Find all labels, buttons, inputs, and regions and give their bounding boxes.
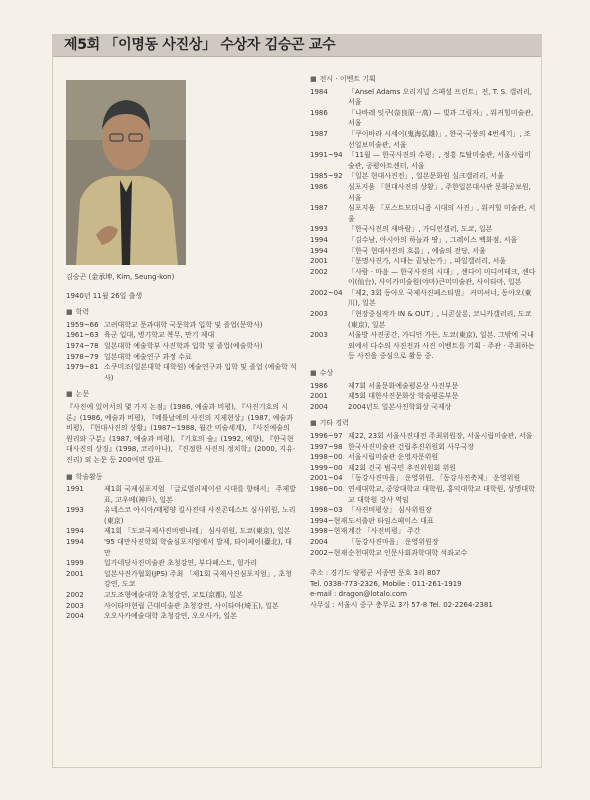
exhibitions-entry bbox=[310, 256, 536, 267]
academic-entry bbox=[66, 611, 298, 622]
academic-entry-text: 오오사카예술대학 초청강연, 오오사카, 일본 bbox=[104, 612, 237, 621]
birth-date: 1940년 11월 26일 출생 bbox=[66, 291, 143, 300]
other-entry-year: 1999~00 bbox=[310, 463, 343, 472]
academic-entry-year: 2002 bbox=[66, 591, 84, 600]
academic-entry-text: 제1회 국제심포지엄 「글로벌리제이션 시대를 향해서」 주제발표, 고우베(神戶), 일본 bbox=[104, 485, 296, 504]
contact-address: 주소 : 경기도 양평군 서종면 문호 3리 807 bbox=[310, 569, 441, 578]
other-entry-year: 1998~00 bbox=[310, 453, 343, 462]
contact-tel: Tel. 0338-773-2326, Mobile : 011-261-1919 bbox=[310, 579, 462, 588]
other-entry-year: 1998~03 bbox=[310, 506, 343, 515]
bullet-icon: ■ bbox=[66, 472, 73, 481]
education-entry-text: 소쿠미조(일본대학 대학원) 예술연구과 입학 및 졸업 (예술학 석사) bbox=[104, 363, 297, 382]
exhibitions-entry bbox=[310, 203, 536, 224]
exhibitions-entry-text: 「11월 — 한국사진의 수평」, 정흥 토탈미술관, 서울시립미술관, 공평아트센터, 서울 bbox=[348, 151, 531, 170]
education-list bbox=[66, 320, 298, 384]
education-entry-text: 육군 입대, 병기학교 복무, 만기 제대 bbox=[104, 331, 215, 340]
other-heading: 기타 경력 bbox=[319, 419, 349, 428]
other-entry-text: 제22, 23회 서울사진대전 주최위원장, 서울시립미술관, 서울 bbox=[348, 432, 533, 440]
exhibitions-entry-year: 1986 bbox=[310, 108, 328, 117]
other-entry bbox=[310, 473, 536, 484]
exhibitions-entry-text: 「Ansel Adams 오리지널 스페셜 프린트」전, T. S. 갤러리, 서울 bbox=[348, 87, 533, 107]
other-entry-text: 「동강사진마을」 운영위원장 bbox=[348, 537, 439, 546]
education-entry bbox=[66, 341, 298, 352]
education-section bbox=[66, 307, 298, 383]
academic-entry bbox=[66, 505, 298, 526]
awards-entry-year: 1986 bbox=[310, 381, 328, 390]
contact-block bbox=[310, 568, 536, 610]
academic-entry bbox=[66, 601, 298, 612]
academic-entry bbox=[66, 558, 298, 569]
other-entry bbox=[310, 548, 536, 559]
academic-section bbox=[66, 472, 298, 622]
exhibitions-entry bbox=[310, 150, 536, 171]
academic-list bbox=[66, 484, 298, 622]
education-entry-text: 일본대학 예술연구 과정 수료 bbox=[104, 352, 192, 361]
awards-section bbox=[310, 368, 536, 412]
education-entry-year: 1961~63 bbox=[66, 331, 99, 340]
education-entry bbox=[66, 352, 298, 363]
other-entry-year: 1997~98 bbox=[310, 442, 343, 451]
other-entry-text: 「사진비평상」 심사위원장 bbox=[348, 506, 432, 515]
other-entry-year: 2004 bbox=[310, 537, 328, 546]
awards-list bbox=[310, 381, 536, 413]
bullet-icon: ■ bbox=[66, 390, 73, 399]
awards-entry-year: 2004 bbox=[310, 402, 328, 411]
other-entry bbox=[310, 463, 536, 474]
left-column bbox=[66, 272, 298, 622]
exhibitions-entry-year: 1994 bbox=[310, 235, 328, 244]
contact-office: 사무실 : 서울시 중구 충무로 3가 57-8 Tel. 02-2264-2381 bbox=[310, 600, 493, 609]
exhibitions-entry-year: 1987 bbox=[310, 129, 328, 138]
exhibitions-entry-year: 1991~94 bbox=[310, 151, 343, 160]
exhibitions-entry bbox=[310, 182, 536, 203]
awards-entry-text: 제5회 대한사진문화상 학술평론부문 bbox=[348, 392, 459, 401]
other-entry bbox=[310, 537, 536, 548]
other-entry-text: 연세대학교, 중앙대학교 대학원, 홍익대학교 대학원, 상명대학교 대학원 강사 역임 bbox=[348, 484, 535, 504]
page-title: 제5회 「이명동 사진상」 수상자 김승곤 교수 bbox=[64, 37, 336, 53]
academic-entry-text: 제1회 「도쿄국제사진비엔나레」 심사위원, 도쿄(東京), 일본 bbox=[104, 527, 291, 536]
exhibitions-entry-text: 「쿠이바라 시세이(鬼海弘雄)」, 한국·국풍의 4번세기」, 조선일보미술관, 서울 bbox=[348, 129, 531, 149]
education-entry-year: 1978~79 bbox=[66, 352, 99, 361]
title-bar bbox=[52, 34, 542, 57]
awards-entry bbox=[310, 391, 536, 402]
exhibitions-entry-year: 1993 bbox=[310, 225, 328, 234]
education-entry-text: 일본대학 예술학부 사진학과 입학 및 졸업(예술학사) bbox=[104, 341, 263, 350]
exhibitions-entry bbox=[310, 87, 536, 108]
academic-entry bbox=[66, 484, 298, 505]
exhibitions-entry-text: 「나바레 잇쿠(奈良原一高) — 빛과 그림자」, 워커힐미술관, 서울 bbox=[348, 108, 534, 128]
other-entry-year: 1986~00 bbox=[310, 484, 343, 493]
exhibitions-entry-year: 1984 bbox=[310, 87, 328, 96]
academic-entry bbox=[66, 526, 298, 537]
exhibitions-entry bbox=[310, 171, 536, 182]
exhibitions-section bbox=[310, 74, 536, 362]
academic-entry-year: 1994 bbox=[66, 527, 84, 536]
exhibitions-entry bbox=[310, 224, 536, 235]
awards-entry-text: 2004년도 일본사진학회상 국제상 bbox=[348, 402, 452, 411]
exhibitions-entry bbox=[310, 129, 536, 150]
academic-entry bbox=[66, 569, 298, 590]
awards-entry bbox=[310, 402, 536, 413]
awards-heading: 수상 bbox=[319, 369, 334, 378]
academic-entry-year: 1999 bbox=[66, 559, 84, 568]
exhibitions-entry-year: 1985~92 bbox=[310, 172, 343, 181]
bullet-icon: ■ bbox=[310, 419, 317, 428]
awards-entry bbox=[310, 381, 536, 392]
education-entry-year: 1974~78 bbox=[66, 341, 99, 350]
exhibitions-heading: 전시 · 이벤트 기획 bbox=[319, 75, 376, 83]
exhibitions-list bbox=[310, 87, 536, 362]
academic-heading: 학술활동 bbox=[75, 472, 103, 481]
other-entry-text: 제2회 건국 범국민 추진위원회 위원 bbox=[348, 463, 457, 472]
exhibitions-entry-year: 1994 bbox=[310, 246, 328, 255]
exhibitions-entry-text: 서울방 사진공간, 가디언 가든, 도쿄(東京), 일본. 그밖에 국내외에서 다수의 사진전과 사진 이벤트를 기획 · 주관 · 주최하는 등 사진을 중심으로 활동 중. bbox=[348, 331, 535, 361]
other-entry bbox=[310, 452, 536, 463]
academic-entry-text: 사이타마현립 근대미술관 초청강연, 사이타마(埼玉), 일본 bbox=[104, 601, 279, 610]
other-entry bbox=[310, 442, 536, 453]
other-entry-year: 2002~현재 bbox=[310, 548, 348, 557]
exhibitions-entry-text: 「한국사진의 새바람」, 가디언갤러, 도쿄, 일본 bbox=[348, 225, 493, 234]
exhibitions-entry bbox=[310, 288, 536, 309]
exhibitions-entry-text: 「한국 현대사진의 흐름」, 예술의 전당, 서울 bbox=[348, 246, 486, 255]
exhibitions-entry-year: 2001 bbox=[310, 257, 328, 266]
exhibitions-entry-year: 1986 bbox=[310, 182, 328, 191]
academic-entry-text: 일가네당사진미술관 초청강연, 부다페스트, 헝가리 bbox=[104, 559, 258, 568]
exhibitions-entry-text: 「김수남, 아시아의 하늘과 땅」, 그레이스 백화점, 서울 bbox=[348, 235, 518, 244]
other-entry-year: 1994~현재 bbox=[310, 516, 348, 525]
academic-entry-year: 1994 bbox=[66, 538, 84, 547]
exhibitions-entry-year: 2003 bbox=[310, 310, 328, 319]
other-list bbox=[310, 431, 536, 558]
awards-entry-text: 제7회 서울문화예술평론상 사진부문 bbox=[348, 381, 459, 390]
academic-entry-year: 1993 bbox=[66, 506, 84, 515]
academic-entry-text: 고도조형예술대학 초청강연, 교토(京都), 일본 bbox=[104, 591, 243, 600]
exhibitions-entry-text: 「문명사진가, 시대는 끝났는가」, 파일갤러리, 서울 bbox=[348, 257, 507, 266]
exhibitions-entry-text: 「일본 현대사진전」, 일본문화원 실크갤러리, 서울 bbox=[348, 172, 504, 181]
academic-entry-text: '95 대만사진학회 학술심포지엄에서 발제, 타이페이(臺北), 대만 bbox=[104, 538, 292, 557]
other-entry-text: 한국사진미술관 건립추진위원회 사무국장 bbox=[348, 442, 475, 451]
education-entry-text: 고려대학교 문과대학 국문학과 입학 및 졸업(문학사) bbox=[104, 320, 263, 329]
exhibitions-entry-text: 「현장중심작가 IN & OUT」, 니콘살롱, 코니카갤러리, 도쿄(東京), 일본 bbox=[348, 310, 532, 329]
exhibitions-entry-year: 2003 bbox=[310, 331, 328, 340]
exhibitions-entry bbox=[310, 108, 536, 129]
other-entry-text: 계간 「사진비평」 주간 bbox=[348, 527, 421, 536]
exhibitions-entry bbox=[310, 235, 536, 246]
other-entry bbox=[310, 526, 536, 537]
education-entry-year: 1959~66 bbox=[66, 320, 99, 329]
exhibitions-entry-year: 2002~04 bbox=[310, 288, 343, 297]
other-entry bbox=[310, 484, 536, 505]
exhibitions-entry-text: 심포지움 「현대사진의 상황」, 주한일본대사관 문화공보원, 서울 bbox=[348, 182, 531, 202]
academic-entry-year: 2004 bbox=[66, 612, 84, 621]
academic-entry bbox=[66, 537, 298, 558]
education-entry bbox=[66, 320, 298, 331]
exhibitions-entry-text: 심포지움 「포스트모더니즘 시대의 사진」, 워커힐 미술관, 서울 bbox=[348, 204, 536, 223]
exhibitions-entry-year: 2002 bbox=[310, 267, 328, 276]
exhibitions-entry bbox=[310, 267, 536, 288]
papers-text: 『사진에 있어서의 몇 가지 논점』(1986, 예술과 비평), 『사진기호의 시론』(1986, 예술과 비평), 『메틀날에의 사진의 지제현상』(1987, 예술과 비평), 『현대사진의 상황』(1987~1988, 월간 미술세계), 『사진예술의 원리와 구분』(1987, 예술과 비평), 『기호의 숲』(1992, 예향), 『한국현대사진의 상징』(1998, 코리아나), 『진정한 사진의 정치학』(2000, 지유·진리) 외 논문 등 200여편 발표. bbox=[66, 402, 296, 464]
other-entry-year: 2001~04 bbox=[310, 474, 343, 483]
exhibitions-entry bbox=[310, 309, 536, 330]
exhibitions-entry bbox=[310, 246, 536, 257]
person-name: 김승곤 (金承坤, Kim, Seung-kon) bbox=[66, 273, 175, 281]
academic-entry-text: 일본사진가협회(JPS) 주최 「제1회 국제사진심포지엄」, 초청강연, 도쿄 bbox=[104, 569, 292, 589]
exhibitions-entry-text: 「사람 · 마음 — 한국사진의 시대」, 센다이 미디어테크, 센다이(仙台), 사이카미술원(야마)큰미미술관, 사이타마, 일본 bbox=[348, 267, 536, 287]
other-entry bbox=[310, 505, 536, 516]
education-heading: 학력 bbox=[75, 308, 90, 317]
other-entry-year: 1998~현재 bbox=[310, 527, 348, 536]
other-entry-text: 순천대학교 인문사회과학대학 석좌교수 bbox=[348, 548, 468, 557]
other-entry bbox=[310, 516, 536, 527]
academic-entry bbox=[66, 590, 298, 601]
exhibitions-entry-text: 「제2, 3회 동아오 국제사진페스티벌」 커미셔너, 동아오(東川), 일본 bbox=[348, 288, 532, 308]
other-section bbox=[310, 418, 536, 558]
bullet-icon: ■ bbox=[310, 369, 317, 378]
education-entry bbox=[66, 362, 298, 383]
academic-entry-year: 2003 bbox=[66, 601, 84, 610]
academic-entry-year: 2001 bbox=[66, 569, 84, 578]
other-entry-year: 1996~97 bbox=[310, 432, 343, 440]
awards-entry-year: 2001 bbox=[310, 392, 328, 401]
papers-heading: 논문 bbox=[75, 390, 90, 399]
education-entry bbox=[66, 330, 298, 341]
other-entry-text: 도서출판 타임스페이스 대표 bbox=[348, 516, 434, 525]
other-entry-text: 「동강사진마을」 운영위원, 「동강사진축제」 운영위원 bbox=[348, 474, 521, 483]
exhibitions-entry-year: 1987 bbox=[310, 204, 328, 213]
bullet-icon: ■ bbox=[310, 75, 317, 83]
bullet-icon: ■ bbox=[66, 308, 73, 317]
other-entry bbox=[310, 431, 536, 442]
contact-email[interactable]: e-mail : dragon@lotalo.com bbox=[310, 590, 407, 599]
exhibitions-entry bbox=[310, 330, 536, 362]
academic-entry-year: 1991 bbox=[66, 485, 84, 494]
right-column bbox=[310, 74, 536, 611]
papers-section bbox=[66, 389, 298, 465]
academic-entry-text: 유네스코 아시아/태평양 킬사진대 사진콘테스트 심사위원, 노리(東京) bbox=[104, 506, 296, 525]
other-entry-text: 서울시립미술관 운영자문위원 bbox=[348, 453, 439, 462]
education-entry-year: 1979~81 bbox=[66, 363, 99, 372]
portrait-photo bbox=[66, 80, 186, 265]
